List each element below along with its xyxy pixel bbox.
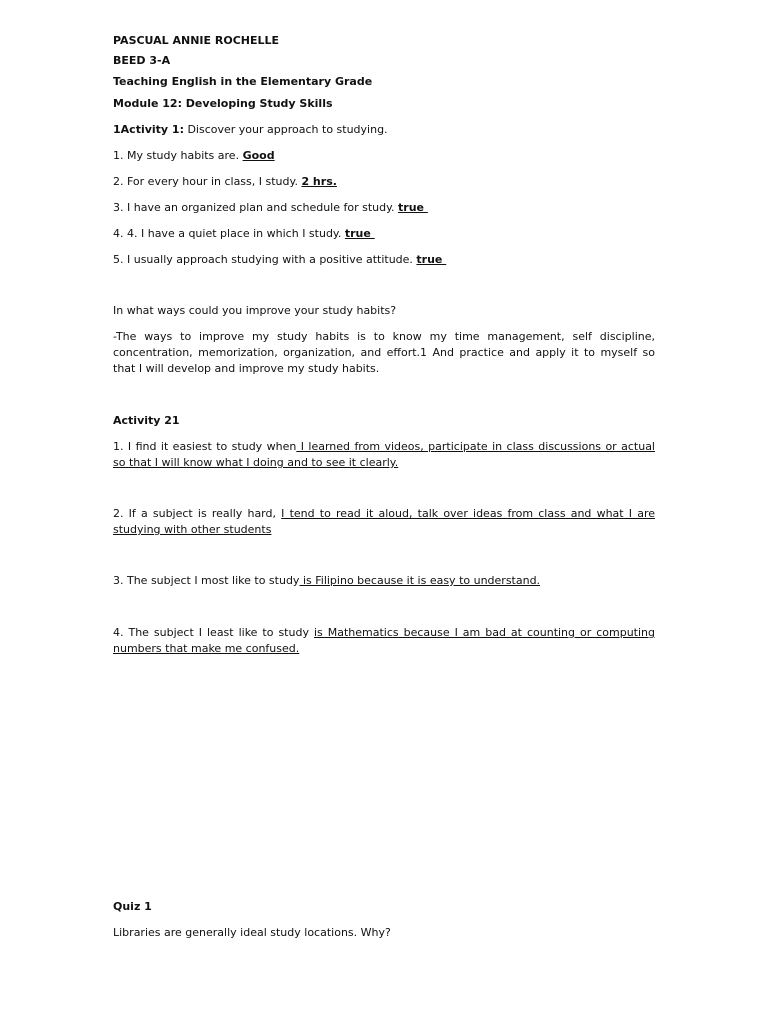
item-answer: is Mathematics because I am bad at counting or computing numbers that make me confused. <box>113 626 656 655</box>
item-prompt: 2. If a subject is really hard, <box>113 507 282 520</box>
improve-question: In what ways could you improve your study habits? <box>113 304 397 317</box>
item-answer: I tend to read it aloud, talk over ideas from class and what I are studying with other students <box>113 507 655 536</box>
activity1-title <box>113 122 388 138</box>
activity2-title: Activity 21 <box>113 414 180 427</box>
course-title: Teaching English in the Elementary Grade <box>113 75 373 88</box>
activity2-item <box>113 506 655 538</box>
activity1-item <box>113 174 337 190</box>
activity1-item <box>113 200 428 216</box>
item-answer: true <box>398 201 428 214</box>
item-question: 4. 4. I have a quiet place in which I study. <box>113 227 345 240</box>
activity1-title-rest: Discover your approach to studying. <box>183 123 388 136</box>
item-answer: I learned from videos, participate in class discussions or actual so that I will know what I doing and to see it clearly. <box>113 440 655 469</box>
item-question: 2. For every hour in class, I study. <box>113 175 302 188</box>
improve-answer: -The ways to improve my study habits is to know my time management, self discipline, concentration, memorization, organization, and effort.1 And practice and apply it to myself so that I will develop and improve my study habits. <box>113 330 655 375</box>
item-prompt: 3. The subject I most like to study <box>113 574 300 587</box>
activity1-item <box>113 226 375 242</box>
item-answer: true <box>416 253 447 266</box>
item-question: 3. I have an organized plan and schedule for study. <box>113 201 399 214</box>
student-name: PASCUAL ANNIE ROCHELLE <box>113 34 280 47</box>
activity2-item <box>113 625 655 657</box>
item-answer: true <box>344 227 375 240</box>
quiz-title: Quiz 1 <box>113 900 152 913</box>
activity1-item <box>113 148 275 164</box>
quiz-question: Libraries are generally ideal study locations. Why? <box>113 926 391 939</box>
activity2-item <box>113 573 655 589</box>
item-answer: Good <box>242 149 275 162</box>
activity2-item <box>113 439 655 471</box>
module-title: Module 12: Developing Study Skills <box>113 97 333 110</box>
section-label: BEED 3-A <box>113 54 171 67</box>
item-answer: is Filipino because it is easy to understand. <box>299 574 541 587</box>
item-prompt: 4. The subject I least like to study <box>113 626 314 639</box>
activity1-item <box>113 252 446 268</box>
item-prompt: 1. I find it easiest to study when <box>113 440 297 453</box>
activity1-title-bold: 1Activity 1: <box>113 123 184 136</box>
item-answer: 2 hrs. <box>301 175 337 188</box>
item-question: 1. My study habits are. <box>113 149 243 162</box>
item-question: 5. I usually approach studying with a positive attitude. <box>113 253 417 266</box>
